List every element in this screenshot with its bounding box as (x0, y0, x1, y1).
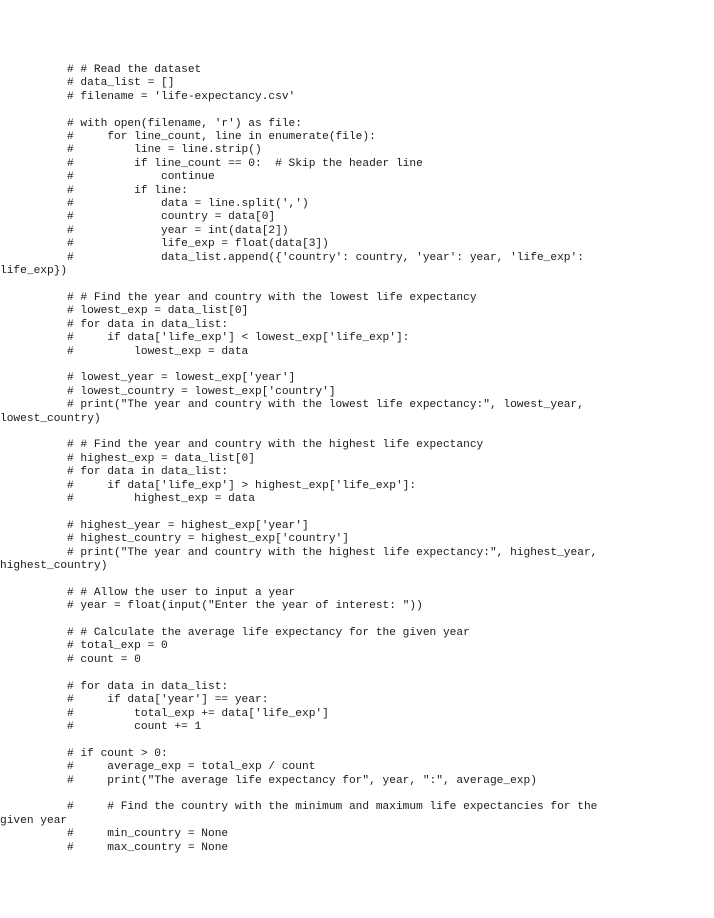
code-line: # for line_count, line in enumerate(file): (67, 131, 376, 144)
code-line: # print("The year and country with the lowest life expectancy:", lowest_year, (67, 399, 584, 412)
code-line: # total_exp = 0 (67, 640, 168, 653)
code-line: # if data['year'] == year: (67, 694, 269, 707)
code-line: # year = int(data[2]) (67, 224, 289, 237)
code-line: # if data['life_exp'] > highest_exp['life_exp']: (67, 479, 417, 492)
code-line: # life_exp = float(data[3]) (67, 238, 329, 251)
code-line-continuation: life_exp}) (0, 265, 68, 278)
code-line: # data_list.append({'country': country, 'year': year, 'life_exp': (67, 251, 584, 264)
code-line: # average_exp = total_exp / count (67, 761, 316, 774)
code-line: # if count > 0: (67, 747, 168, 760)
code-line: # for data in data_list: (67, 466, 229, 479)
code-line: # year = float(input("Enter the year of interest: ")) (67, 600, 423, 613)
code-line: # with open(filename, 'r') as file: (67, 117, 302, 130)
code-line: # highest_country = highest_exp['country'] (67, 533, 349, 546)
code-line: # data_list = [] (67, 77, 175, 90)
code-line: # print("The average life expectancy for", year, ":", average_exp) (67, 774, 537, 787)
code-line: # if data['life_exp'] < lowest_exp['life_exp']: (67, 332, 410, 345)
code-line: # country = data[0] (67, 211, 276, 224)
code-line: # for data in data_list: (67, 318, 229, 331)
code-line: # lowest_exp = data (67, 345, 249, 358)
code-line: # # Calculate the average life expectancy for the given year (67, 627, 470, 640)
code-line: # # Allow the user to input a year (67, 586, 296, 599)
code-line: # # Find the year and country with the lowest life expectancy (67, 291, 477, 304)
code-line: # highest_exp = data_list[0] (67, 452, 255, 465)
code-line: # continue (67, 171, 215, 184)
code-line: # highest_year = highest_exp['year'] (67, 519, 309, 532)
code-line: # count += 1 (67, 720, 202, 733)
code-line: # if line_count == 0: # Skip the header line (67, 157, 423, 170)
code-line-continuation: lowest_country) (0, 412, 101, 425)
code-line: # line = line.strip() (67, 144, 262, 157)
code-line: # lowest_year = lowest_exp['year'] (67, 372, 296, 385)
code-line: # count = 0 (67, 653, 141, 666)
blank-line (67, 614, 707, 627)
code-line: # # Find the country with the minimum and maximum life expectancies for the (67, 801, 598, 814)
blank-line (67, 359, 707, 372)
code-line: # print("The year and country with the highest life expectancy:", highest_year, (67, 546, 598, 559)
blank-line (67, 506, 707, 519)
blank-line (67, 279, 707, 292)
blank-line (67, 104, 707, 117)
blank-line (67, 734, 707, 747)
code-line: # lowest_country = lowest_exp['country'] (67, 385, 336, 398)
blank-line (67, 667, 707, 680)
code-line: # data = line.split(',') (67, 198, 309, 211)
code-line: # lowest_exp = data_list[0] (67, 305, 249, 318)
code-line: # max_country = None (67, 841, 229, 854)
code-line-continuation: given year (0, 814, 68, 827)
code-line: # total_exp += data['life_exp'] (67, 707, 329, 720)
code-line: # if line: (67, 184, 188, 197)
blank-line (67, 426, 707, 439)
code-line: # # Find the year and country with the highest life expectancy (67, 439, 484, 452)
code-line: # filename = 'life-expectancy.csv' (67, 90, 296, 103)
blank-line (67, 573, 707, 586)
code-line-continuation: highest_country) (0, 560, 108, 573)
code-line: # min_country = None (67, 828, 229, 841)
code-line: # # Read the dataset (67, 64, 202, 76)
blank-line (67, 788, 707, 801)
code-block (0, 64, 707, 855)
code-line: # for data in data_list: (67, 680, 229, 693)
code-line: # highest_exp = data (67, 493, 255, 505)
